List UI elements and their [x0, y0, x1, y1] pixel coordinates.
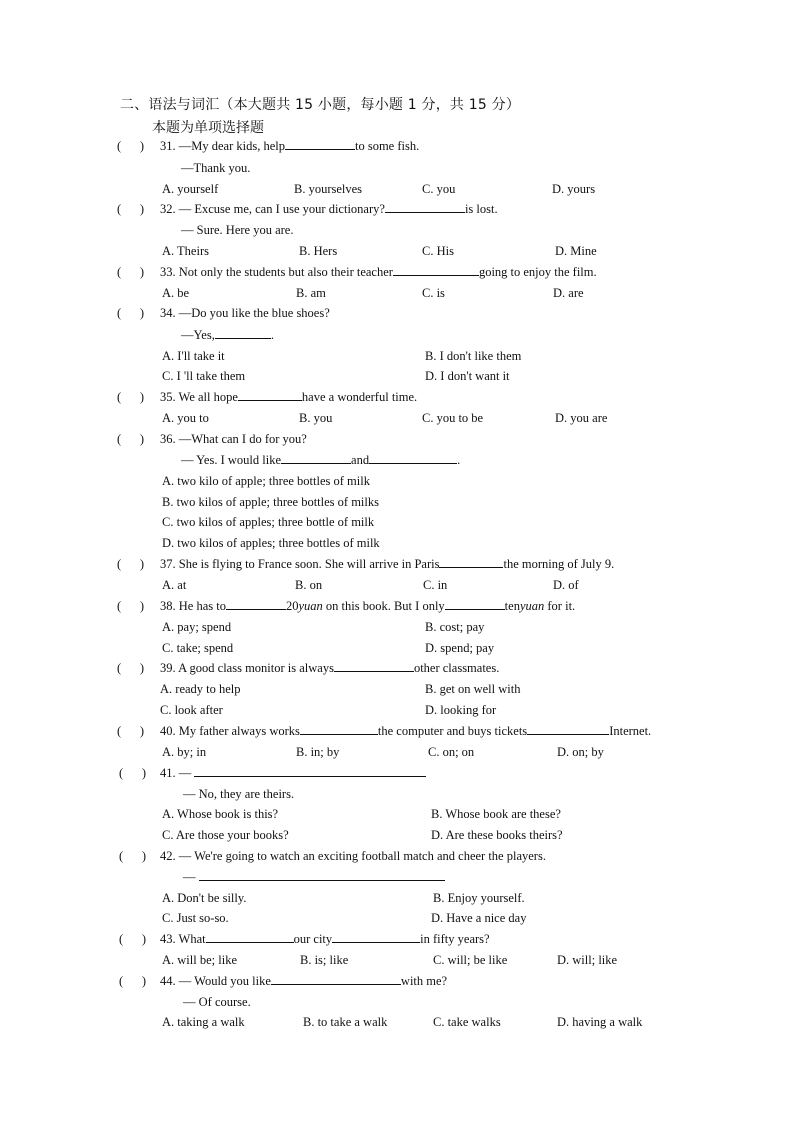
answer-blank [300, 723, 378, 735]
answer-blank [238, 389, 302, 401]
q44-option-d: D. having a walk [557, 1015, 643, 1029]
answer-blank [226, 598, 286, 610]
q38-option-d: D. spend; pay [425, 641, 495, 655]
q34-option-c: C. I 'll take them [162, 369, 246, 383]
question-44: 44. — Would you like with me? [160, 974, 448, 988]
q36-option-c: C. two kilos of apples; three bottle of milk [162, 515, 375, 529]
question-38: 38. He has to 20yuan on this book. But I only tenyuan for it. [160, 599, 576, 613]
answer-bracket[interactable]: ( ) [117, 432, 145, 446]
q44-option-a: A. taking a walk [162, 1015, 245, 1029]
q42-option-c: C. Just so-so. [162, 911, 229, 925]
answer-bracket[interactable]: ( ) [117, 390, 145, 404]
answer-blank [194, 765, 426, 777]
q41-option-b: B. Whose book are these? [431, 807, 561, 821]
answer-blank [199, 869, 445, 881]
question-42: 42. — We're going to watch an exciting football match and cheer the players. [160, 849, 546, 863]
q37-option-c: C. in [423, 578, 448, 592]
question-34: 34. —Do you like the blue shoes? [160, 306, 330, 320]
q38-option-c: C. take; spend [162, 641, 234, 655]
q40-option-c: C. on; on [428, 745, 475, 759]
q39-option-b: B. get on well with [425, 682, 521, 696]
answer-blank [215, 327, 271, 339]
answer-bracket[interactable]: ( ) [117, 661, 145, 675]
q40-option-b: B. in; by [296, 745, 340, 759]
question-42-reply: — [183, 869, 445, 885]
q35-option-d: D. you are [555, 411, 608, 425]
q43-option-d: D. will; like [557, 953, 618, 967]
q42-option-b: B. Enjoy yourself. [433, 891, 525, 905]
answer-blank [271, 973, 401, 985]
question-40: 40. My father always works the computer and buys tickets Internet. [160, 724, 652, 738]
q31-option-a: A. yourself [162, 182, 219, 196]
q35-option-a: A. you to [162, 411, 209, 425]
q33-option-c: C. is [422, 286, 445, 300]
q31-option-c: C. you [422, 182, 456, 196]
question-36-reply: — Yes. I would like and . [181, 453, 461, 467]
q38-option-a: A. pay; spend [162, 620, 232, 634]
q34-option-a: A. I'll take it [162, 349, 225, 363]
q36-option-b: B. two kilos of apple; three bottles of milks [162, 495, 379, 509]
question-36: 36. —What can I do for you? [160, 432, 307, 446]
q33-option-b: B. am [296, 286, 326, 300]
q33-option-d: D. are [553, 286, 584, 300]
answer-bracket[interactable]: ( ) [117, 724, 145, 738]
answer-bracket[interactable]: ( ) [119, 766, 147, 780]
q40-option-a: A. by; in [162, 745, 207, 759]
q41-option-a: A. Whose book is this? [162, 807, 279, 821]
question-43: 43. What our city in fifty years? [160, 932, 490, 946]
q31-option-b: B. yourselves [294, 182, 363, 196]
q32-option-d: D. Mine [555, 244, 597, 258]
question-37: 37. She is flying to France soon. She will arrive in Paris the morning of July 9. [160, 557, 615, 571]
answer-bracket[interactable]: ( ) [119, 974, 147, 988]
answer-blank [206, 931, 294, 943]
q36-option-a: A. two kilo of apple; three bottles of milk [162, 474, 370, 488]
q41-option-d: D. Are these books theirs? [431, 828, 563, 842]
answer-blank [393, 264, 479, 276]
q36-option-d: D. two kilos of apples; three bottles of milk [162, 536, 380, 550]
answer-bracket[interactable]: ( ) [117, 306, 145, 320]
answer-blank [332, 931, 420, 943]
q34-option-b: B. I don't like them [425, 349, 522, 363]
q37-option-b: B. on [295, 578, 323, 592]
answer-blank [369, 452, 457, 464]
answer-blank [285, 138, 355, 150]
question-34-reply: —Yes, . [181, 328, 274, 342]
q37-option-d: D. of [553, 578, 579, 592]
q44-option-b: B. to take a walk [303, 1015, 388, 1029]
q42-option-d: D. Have a nice day [431, 911, 527, 925]
answer-bracket[interactable]: ( ) [117, 265, 145, 279]
q42-option-a: A. Don't be silly. [162, 891, 247, 905]
answer-bracket[interactable]: ( ) [117, 139, 145, 153]
q32-option-b: B. Hers [299, 244, 338, 258]
question-41-reply: — No, they are theirs. [183, 787, 295, 801]
question-39: 39. A good class monitor is always other classmates. [160, 661, 500, 675]
answer-blank [385, 201, 465, 213]
q32-option-c: C. His [422, 244, 454, 258]
answer-bracket[interactable]: ( ) [117, 557, 145, 571]
section-title: 二、语法与词汇（本大题共 15 小题，每小题 1 分，共 15 分） [120, 97, 521, 113]
q41-option-c: C. Are those your books? [162, 828, 289, 842]
answer-blank [445, 598, 505, 610]
q35-option-b: B. you [299, 411, 333, 425]
q43-option-b: B. is; like [300, 953, 349, 967]
question-31-reply: —Thank you. [181, 161, 251, 175]
q31-option-d: D. yours [552, 182, 596, 196]
answer-bracket[interactable]: ( ) [119, 932, 147, 946]
q33-option-a: A. be [162, 286, 190, 300]
answer-bracket[interactable]: ( ) [119, 849, 147, 863]
answer-bracket[interactable]: ( ) [117, 202, 145, 216]
answer-blank [281, 452, 351, 464]
question-44-reply: — Of course. [183, 995, 251, 1009]
q37-option-a: A. at [162, 578, 187, 592]
q44-option-c: C. take walks [433, 1015, 501, 1029]
q34-option-d: D. I don't want it [425, 369, 510, 383]
answer-blank [527, 723, 609, 735]
answer-bracket[interactable]: ( ) [117, 599, 145, 613]
question-33: 33. Not only the students but also their teacher going to enjoy the film. [160, 265, 597, 279]
question-31: 31. —My dear kids, help to some fish. [160, 139, 420, 153]
answer-blank [439, 556, 503, 568]
q40-option-d: D. on; by [557, 745, 604, 759]
q39-option-d: D. looking for [425, 703, 497, 717]
q43-option-a: A. will be; like [162, 953, 237, 967]
q43-option-c: C. will; be like [433, 953, 508, 967]
question-41: 41. — [160, 765, 426, 781]
question-32: 32. — Excuse me, can I use your dictionary? is lost. [160, 202, 498, 216]
answer-blank [334, 660, 414, 672]
q35-option-c: C. you to be [422, 411, 484, 425]
section-subtitle: 本题为单项选择题 [152, 120, 264, 136]
q32-option-a: A. Theirs [162, 244, 209, 258]
q39-option-a: A. ready to help [160, 682, 241, 696]
q39-option-c: C. look after [160, 703, 223, 717]
q38-option-b: B. cost; pay [425, 620, 485, 634]
question-32-reply: — Sure. Here you are. [181, 223, 294, 237]
question-35: 35. We all hope have a wonderful time. [160, 390, 418, 404]
